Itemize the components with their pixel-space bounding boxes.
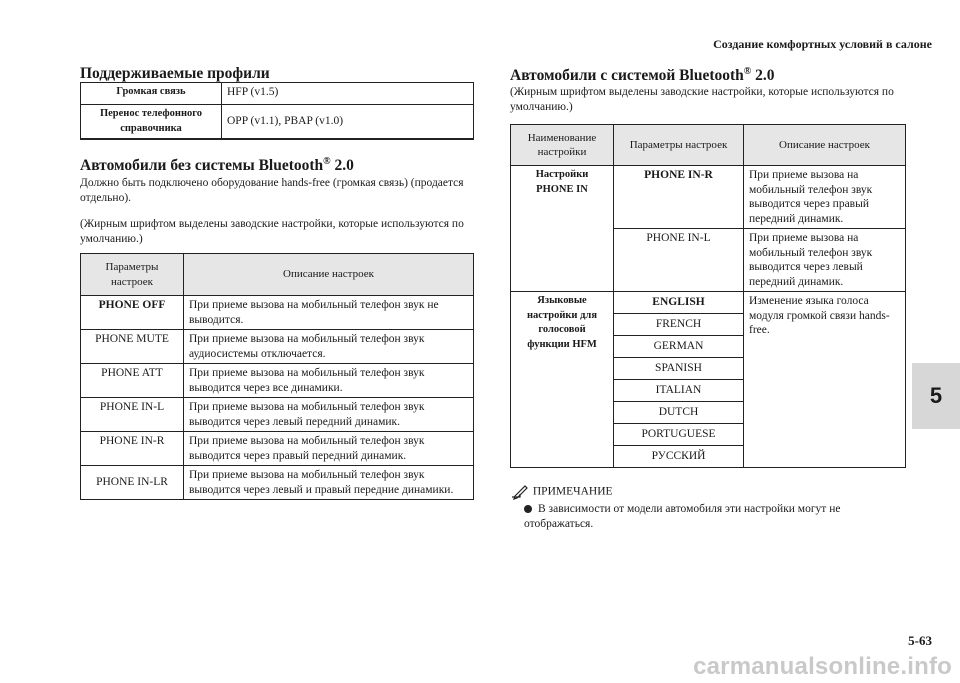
registered-mark: ®: [743, 65, 752, 77]
no-bluetooth-title: [80, 157, 354, 175]
param-cell: PHONE IN-L: [614, 229, 744, 292]
bluetooth-default-note: (Жирным шрифтом выделены заводские настройки, которые используются по умолчанию.): [510, 86, 894, 113]
note-heading: [510, 484, 613, 500]
bullet-icon: [524, 505, 532, 513]
no-bluetooth-description: Должно быть подключено оборудование hands-free (громкая связь) (продается отдельно).: [80, 177, 464, 204]
param-cell: PHONE ATT: [81, 364, 184, 398]
table-header-row: [81, 254, 474, 296]
note-item: [524, 502, 894, 532]
desc-cell: При приеме вызова на мобильный телефон звук выводится через левый передний динамик.: [744, 229, 906, 292]
param-cell: PHONE IN-R: [614, 166, 744, 229]
site-watermark: carmanualsonline.info: [693, 653, 952, 680]
desc-cell: При приеме вызова на мобильный телефон звук выводится через левый передний динамик.: [184, 398, 474, 432]
param-cell: PHONE IN-R: [81, 432, 184, 466]
running-header: Создание комфортных условий в салоне: [713, 37, 932, 51]
column-header-params: Параметры настроек: [614, 125, 744, 166]
column-header-setting-name: Наименование настройки: [511, 125, 614, 166]
bluetooth-title: [510, 67, 775, 85]
no-bluetooth-default-note: (Жирным шрифтом выделены заводские настройки, которые используются по умолчанию.): [80, 218, 464, 245]
profile-value: OPP (v1.1), PBAP (v1.0): [222, 105, 474, 140]
desc-cell: При приеме вызова на мобильный телефон звук выводится через левый и правый передние динамики.: [184, 466, 474, 500]
pencil-note-icon: [510, 484, 530, 500]
chapter-tab: 5: [912, 363, 960, 429]
settings-table-bluetooth: [510, 124, 906, 468]
language-option: GERMAN: [614, 336, 744, 358]
desc-cell: При приеме вызова на мобильный телефон звук выводится через правый передний динамик.: [184, 432, 474, 466]
setting-group-name: Языковые настройки для голосовой функции HFM: [511, 292, 614, 468]
profiles-title: Поддерживаемые профили: [80, 65, 270, 82]
no-bluetooth-title-text: Автомобили без системы Bluetooth: [80, 157, 324, 174]
desc-cell: При приеме вызова на мобильный телефон звук выводится через правый передний динамик.: [744, 166, 906, 229]
profile-value: HFP (v1.5): [222, 83, 474, 105]
desc-cell: Изменение языка голоса модуля громкой связи hands-free.: [744, 292, 906, 468]
table-row: [81, 105, 474, 140]
page-number: 5-63: [908, 633, 932, 648]
language-option: DUTCH: [614, 402, 744, 424]
desc-cell: При приеме вызова на мобильный телефон звук аудиосистемы отключается.: [184, 330, 474, 364]
param-cell: PHONE OFF: [81, 296, 184, 330]
table-row: [511, 292, 906, 314]
note-title: ПРИМЕЧАНИЕ: [532, 485, 613, 498]
table-row: [81, 330, 474, 364]
setting-group-name: Настройки PHONE IN: [511, 166, 614, 292]
table-row: [81, 398, 474, 432]
profile-name: Громкая связь: [81, 83, 222, 105]
desc-cell: При приеме вызова на мобильный телефон звук не выводится.: [184, 296, 474, 330]
table-row: [81, 296, 474, 330]
language-option: SPANISH: [614, 358, 744, 380]
note-text: В зависимости от модели автомобиля эти настройки могут не отображаться.: [524, 503, 841, 530]
bluetooth-version: 2.0: [751, 67, 775, 84]
profiles-table: [80, 82, 474, 140]
table-row: [81, 432, 474, 466]
language-option: ITALIAN: [614, 380, 744, 402]
table-row: [81, 466, 474, 500]
table-row: [81, 83, 474, 105]
profile-name: Перенос телефонного справочника: [81, 105, 222, 140]
language-option: FRENCH: [614, 314, 744, 336]
table-row: [511, 166, 906, 229]
column-header-description: Описание настроек: [744, 125, 906, 166]
param-cell: PHONE IN-L: [81, 398, 184, 432]
language-option: РУССКИЙ: [614, 446, 744, 468]
language-option: ENGLISH: [614, 292, 744, 314]
desc-cell: При приеме вызова на мобильный телефон звук выводится через все динамики.: [184, 364, 474, 398]
registered-mark: ®: [323, 155, 331, 167]
column-header-params: Параметры настроек: [81, 254, 184, 296]
table-header-row: [511, 125, 906, 166]
language-option: PORTUGUESE: [614, 424, 744, 446]
no-bluetooth-version: 2.0: [330, 157, 354, 174]
bluetooth-title-text: Автомобили с системой Bluetooth: [510, 67, 744, 84]
param-cell: PHONE MUTE: [81, 330, 184, 364]
param-cell: PHONE IN-LR: [81, 466, 184, 500]
column-header-description: Описание настроек: [184, 254, 474, 296]
table-row: [81, 364, 474, 398]
settings-table-no-bluetooth: [80, 253, 474, 500]
